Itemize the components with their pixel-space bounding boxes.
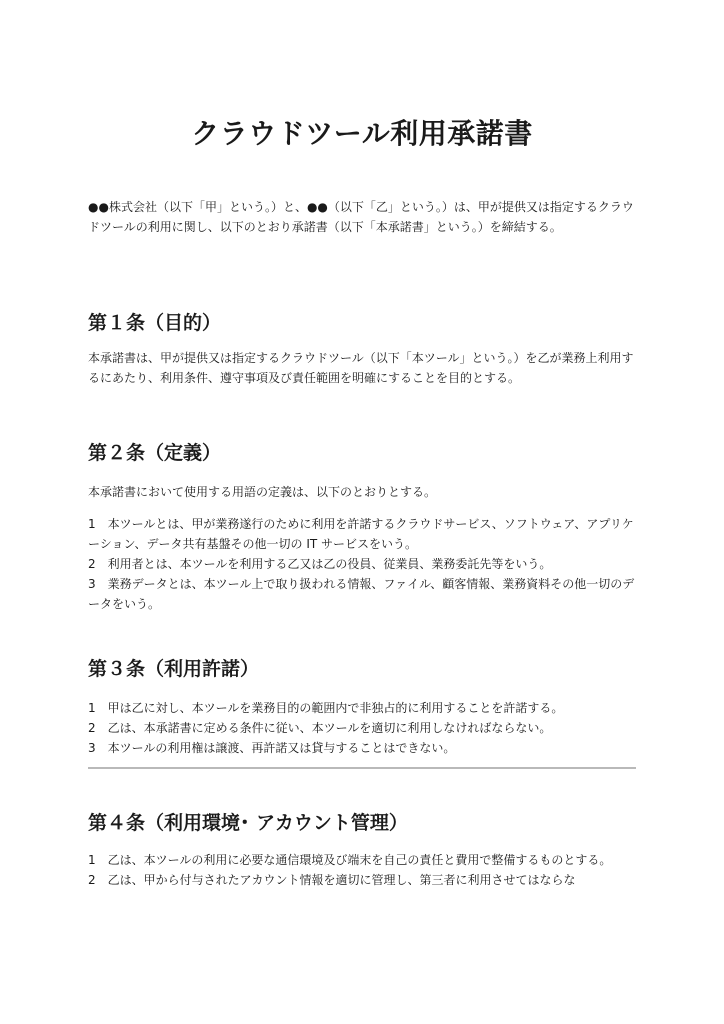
article-4-item-1: 1 乙は、本ツールの利用に必要な通信環境及び端末を自己の責任と費用で整備するものとする。 — [88, 853, 612, 867]
article-3-item-2: 2 乙は、本承諾書に定める条件に従い、本ツールを適切に利用しなければならない。 — [88, 721, 552, 735]
article-4-items — [88, 850, 640, 890]
article-1-body: 本承諾書は、甲が提供又は指定するクラウドツール（以下「本ツール」という。）を乙が業務上利用するにあたり、利用条件、遵守事項及び責任範囲を明確にすることを目的とする。 — [88, 351, 634, 385]
article-3-items — [88, 698, 640, 758]
article-4-item-2: 2 乙は、甲から付与されたアカウント情報を適切に管理し、第三者に利用させてはならな — [88, 873, 576, 887]
article-2-item-2: 2 利用者とは、本ツールを利用する乙又は乙の役員、従業員、業務委託先等をいう。 — [88, 557, 552, 571]
article-3-item-3: 3 本ツールの利用権は譲渡、再許諾又は貸与することはできない。 — [88, 741, 456, 755]
article-3-item-1: 1 甲は乙に対し、本ツールを業務目的の範囲内で非独占的に利用することを許諾する。 — [88, 701, 564, 715]
article-4-heading: 第４条（利用環境･ アカウント管理） — [88, 812, 408, 834]
intro-paragraph: ●●株式会社（以下「甲」という。）と、●●（以下「乙」という。）は、甲が提供又は指定するクラウドツールの利用に関し、以下のとおり承諾書（以下「本承諾書」という。）を締結する。 — [88, 200, 634, 234]
article-2-item-3: 3 業務データとは、本ツール上で取り扱われる情報、ファイル、顧客情報、業務資料その他一切のデータをいう。 — [88, 577, 635, 611]
document-title: クラウドツール利用承諾書 — [191, 117, 533, 150]
article-3-heading: 第３条（利用許諾） — [88, 658, 260, 680]
article-2-heading: 第２条（定義） — [88, 442, 222, 464]
article-2-item-1: 1 本ツールとは、甲が業務遂行のために利用を許諾するクラウドサービス、ソフトウェア、アプリケーション、データ共有基盤その他一切の IT サービスをいう。 — [88, 517, 634, 551]
article-2-items — [88, 514, 640, 614]
article-1-heading: 第１条（目的） — [88, 312, 222, 334]
article-2-lead: 本承諾書において使用する用語の定義は、以下のとおりとする。 — [88, 485, 437, 499]
section-divider — [88, 767, 636, 769]
